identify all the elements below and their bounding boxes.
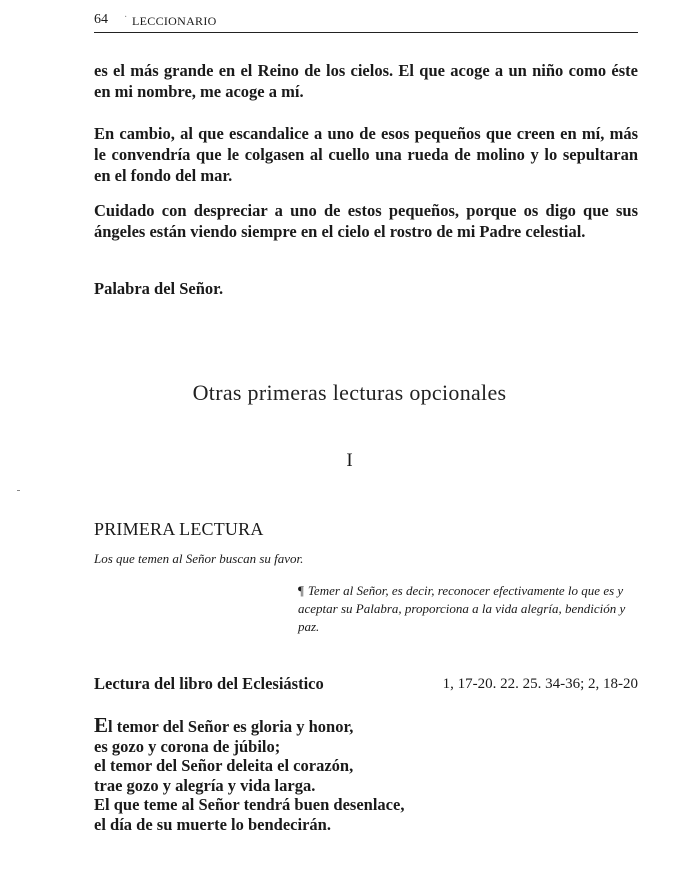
body-paragraph: En cambio, al que escandalice a uno de esos pequeños que creen en mí, más le convendría que le colgasen al cuello una rueda de molino y lo sepultaran en el fondo del mar. <box>94 124 638 185</box>
pilcrow-icon: ¶ <box>298 583 304 598</box>
reading-title: Lectura del libro del Eclesiástico <box>94 674 324 693</box>
scripture-reference: 1, 17-20. 22. 25. 34-36; 2, 18-20 <box>442 676 638 692</box>
verse-line: es gozo y corona de júbilo; <box>94 736 281 756</box>
verse-line: el día de su muerte lo bendecirán. <box>94 814 331 834</box>
verse-line: El que teme al Señor tendrá buen desenlace, <box>94 795 405 814</box>
verse-list <box>94 713 654 834</box>
margin-mark <box>17 490 20 491</box>
section-title: Otras primeras lecturas opcionales <box>192 380 507 405</box>
header-separator: · <box>124 12 128 23</box>
reading-commentary <box>298 582 638 636</box>
page-header <box>94 12 638 33</box>
body-paragraph: Cuidado con despreciar a uno de estos pequeños, porque os digo que sus ángeles están viendo siempre en el cielo el rostro de mi Padre celestial. <box>94 201 638 241</box>
section-numeral: I <box>346 450 353 471</box>
verse-line: trae gozo y alegría y vida larga. <box>94 775 316 795</box>
page-number: 64 <box>94 12 108 27</box>
body-paragraph: es el más grande en el Reino de los cielos. El que acoge a un niño como éste en mi nombre, me acoge a mí. <box>94 61 638 101</box>
reading-summary: Los que temen al Señor buscan su favor. <box>94 551 304 566</box>
closing-acclamation: Palabra del Señor. <box>94 279 224 298</box>
reading-heading: PRIMERA LECTURA <box>94 519 264 539</box>
commentary-text: Temer al Señor, es decir, reconocer efectivamente lo que es y aceptar su Palabra, proporciona a la vida alegría, bendición y paz. <box>298 583 626 634</box>
verse-line: el temor del Señor deleita el corazón, <box>94 756 354 775</box>
running-title: LECCIONARIO <box>132 14 217 28</box>
verse-line: El temor del Señor es gloria y honor, <box>94 713 354 737</box>
